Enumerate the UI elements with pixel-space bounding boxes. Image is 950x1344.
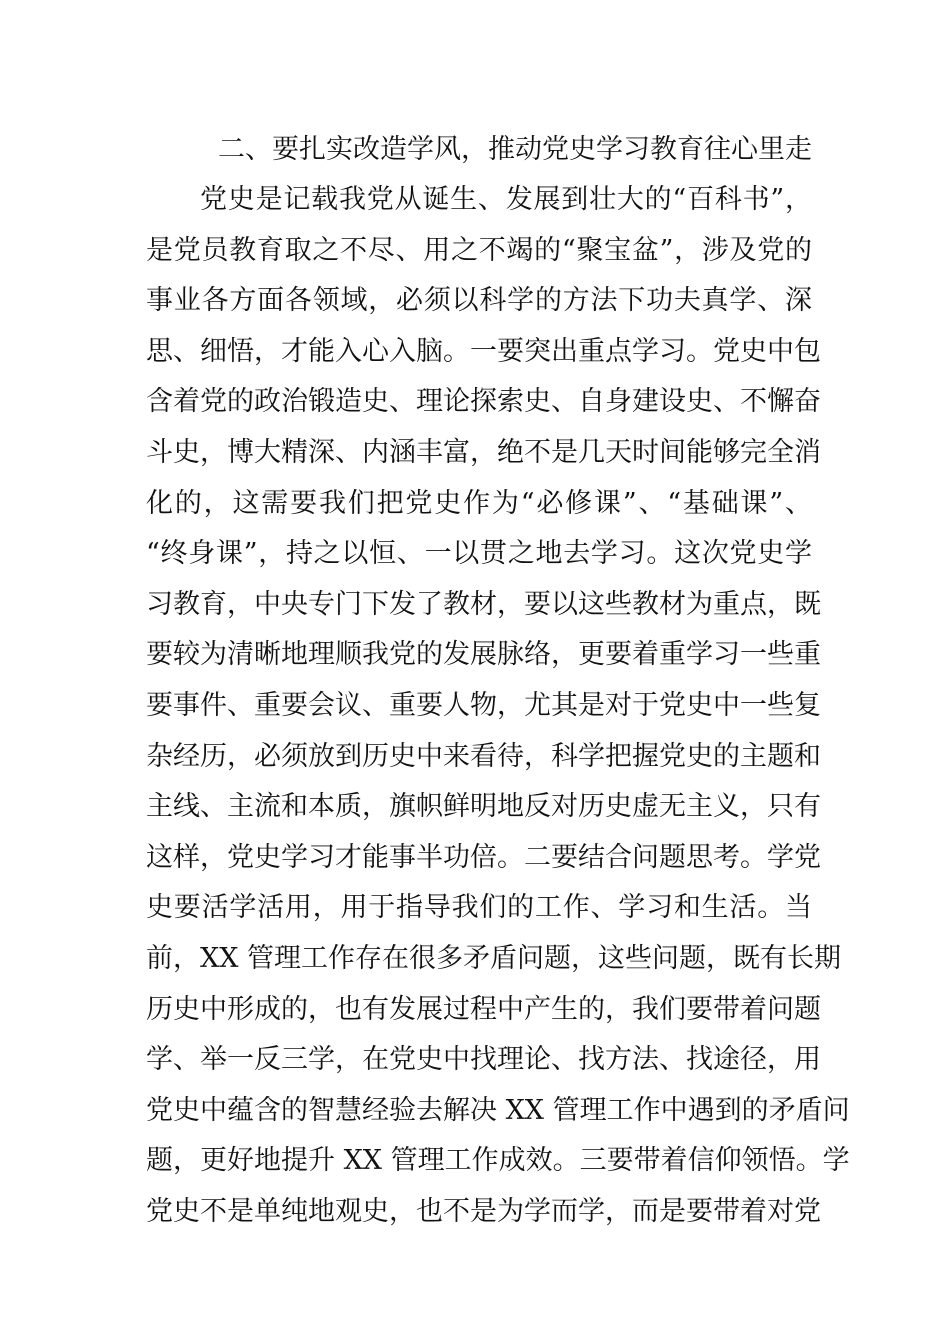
paragraph-line: 学、举一反三学，在党史中找理论、找方法、找途径，用 <box>146 1044 821 1076</box>
paragraph-line: 党史中蕴含的智慧经验去解决 XX 管理工作中遇到的矛盾问 <box>146 1094 850 1126</box>
paragraph-line: 要事件、重要会议、重要人物，尤其是对于党史中一些复 <box>146 689 821 721</box>
paragraph-line: 是党员教育取之不尽、用之不竭的“聚宝盆”，涉及党的 <box>146 234 812 266</box>
paragraph-line: 史要活学活用，用于指导我们的工作、学习和生活。当 <box>146 892 812 924</box>
paragraph-line: 题，更好地提升 XX 管理工作成效。三要带着信仰领悟。学 <box>146 1145 850 1177</box>
paragraph-line: 事业各方面各领域，必须以科学的方法下功夫真学、深 <box>146 285 812 317</box>
paragraph-line: 党史是记载我党从诞生、发展到壮大的“百科书”， <box>200 184 812 215</box>
paragraph-line: 主线、主流和本质，旗帜鲜明地反对历史虚无主义，只有 <box>146 791 821 823</box>
paragraph-line: 习教育，中央专门下发了教材，要以这些教材为重点，既 <box>146 588 821 620</box>
paragraph-line: 化的，这需要我们把党史作为“必修课”、“基础课”、 <box>146 487 812 519</box>
paragraph-line: 含着党的政治锻造史、理论探索史、自身建设史、不懈奋 <box>146 386 821 418</box>
section-heading: 二、要扎实改造学风，推动党史学习教育往心里走 <box>218 134 812 165</box>
paragraph-line: 思、细悟，才能入心入脑。一要突出重点学习。党史中包 <box>146 335 821 367</box>
paragraph-line: 这样，党史学习才能事半功倍。二要结合问题思考。学党 <box>146 841 821 873</box>
paragraph-line: 斗史，博大精深、内涵丰富，绝不是几天时间能够完全消 <box>146 436 821 468</box>
paragraph-line: “终身课”，持之以恒、一以贯之地去学习。这次党史学 <box>146 538 812 570</box>
paragraph-line: 历史中形成的，也有发展过程中产生的，我们要带着问题 <box>146 993 821 1025</box>
paragraph-line: 要较为清晰地理顺我党的发展脉络，更要着重学习一些重 <box>146 639 821 671</box>
paragraph-line: 前，XX 管理工作存在很多矛盾问题，这些问题，既有长期 <box>146 942 842 974</box>
paragraph-line: 杂经历，必须放到历史中来看待，科学把握党史的主题和 <box>146 740 821 772</box>
body-paragraph <box>146 175 850 1237</box>
paragraph-line: 党史不是单纯地观史，也不是为学而学，而是要带着对党 <box>146 1195 821 1227</box>
